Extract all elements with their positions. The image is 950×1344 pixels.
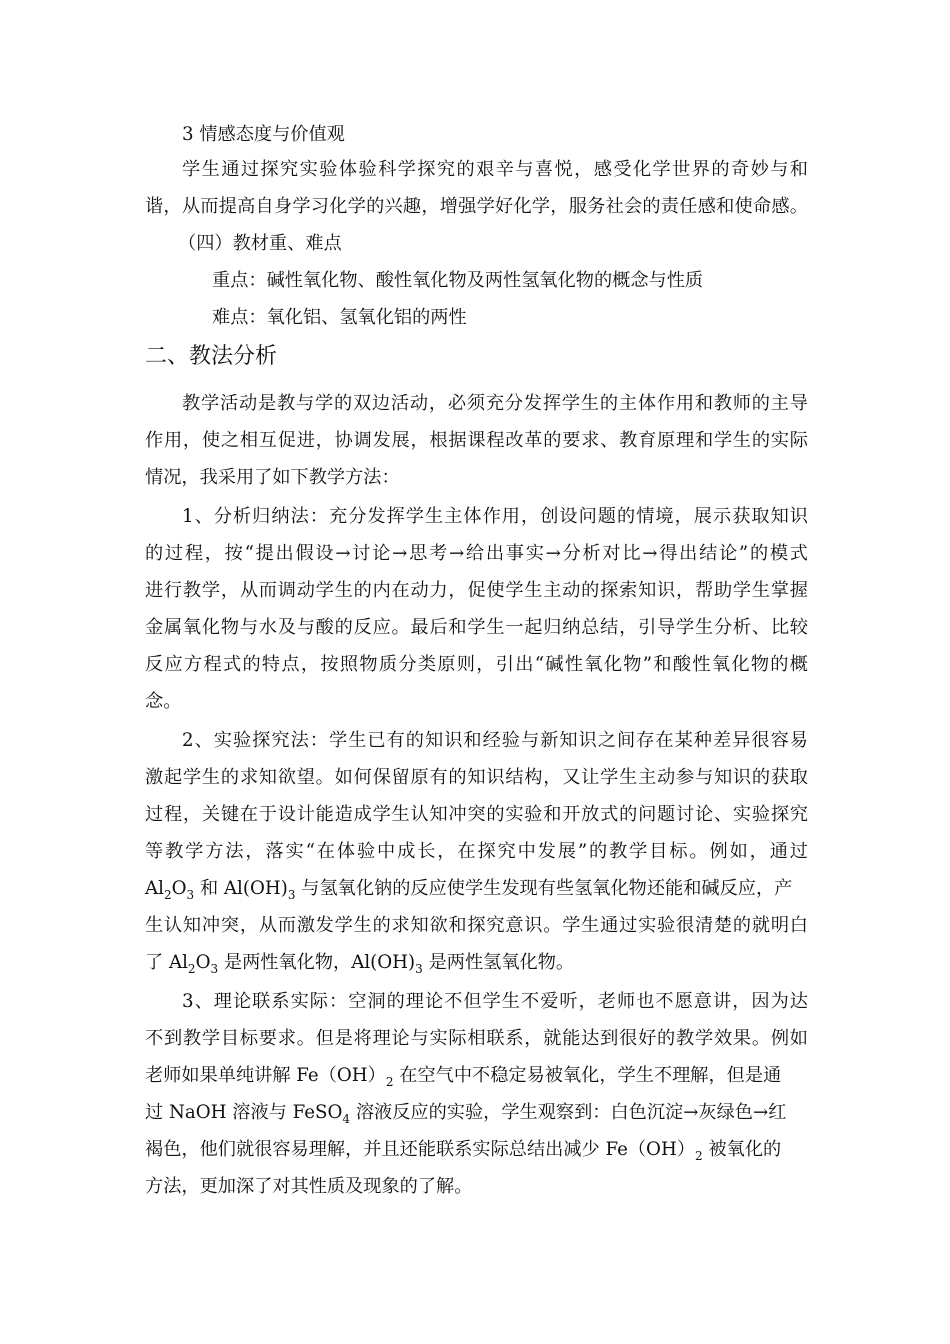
paragraph-line: 3、理论联系实际：空洞的理论不但学生不爱听，老师也不愿意讲，因为达 bbox=[182, 991, 808, 1012]
paragraph-line: 激起学生的求知欲望。如何保留原有的知识结构，又让学生主动参与知识的获取 bbox=[145, 767, 808, 788]
paragraph-line: 1、分析归纳法：充分发挥学生主体作用，创设问题的情境，展示获取知识 bbox=[182, 506, 808, 527]
paragraph-line: 生认知冲突，从而激发学生的求知欲和探究意识。学生通过实验很清楚的就明白 bbox=[145, 915, 808, 936]
paragraph-line-formula: 老师如果单纯讲解 $Fe(OH)_2$ 在空气中不稳定易被氧化，学生不理解，但是通 bbox=[145, 1065, 782, 1089]
paragraph-line: 不到教学目标要求。但是将理论与实际相联系，就能达到很好的教学效果。例如 bbox=[145, 1028, 808, 1049]
paragraph-line-formula: 了 $Al_2O_3$ 是两性氧化物，$Al(OH)_3$ 是两性氢氧化物。 bbox=[145, 952, 575, 976]
part-title: 二、教法分析 bbox=[145, 344, 278, 369]
paragraph-line: 学生通过探究实验体验科学探究的艰辛与喜悦，感受化学世界的奇妙与和 bbox=[182, 159, 808, 180]
paragraph-line: 谐，从而提高自身学习化学的兴趣，增强学好化学，服务社会的责任感和使命感。 bbox=[145, 196, 808, 217]
paragraph-line-formula: 褐色，他们就很容易理解，并且还能联系实际总结出减少 $Fe(OH)_2$ 被氧化的 bbox=[145, 1139, 782, 1163]
paragraph-line: 2、实验探究法：学生已有的知识和经验与新知识之间存在某种差异很容易 bbox=[182, 730, 808, 751]
paragraph-line: 作用，使之相互促进，协调发展，根据课程改革的要求、教育原理和学生的实际 bbox=[145, 430, 808, 451]
paragraph-line: 情况，我采用了如下教学方法： bbox=[145, 467, 400, 488]
key-point-text: 重点：碱性氧化物、酸性氧化物及两性氢氧化物的概念与性质 bbox=[212, 270, 704, 291]
paragraph-line: 方法，更加深了对其性质及现象的了解。 bbox=[145, 1176, 473, 1197]
paragraph-line-formula: 过 NaOH 溶液与 FeSO$_4$ 溶液反应的实验，学生观察到：白色沉淀→灰绿色→红 bbox=[145, 1102, 787, 1126]
section-heading-emotion: 3 情感态度与价值观 bbox=[182, 124, 345, 145]
paragraph-line: 金属氧化物与水及与酸的反应。最后和学生一起归纳总结，引导学生分析、比较 bbox=[145, 617, 808, 638]
difficulty-text: 难点：氧化铝、氢氧化铝的两性 bbox=[212, 307, 467, 328]
paragraph-line: 教学活动是教与学的双边活动，必须充分发挥学生的主体作用和教师的主导 bbox=[182, 393, 808, 414]
paragraph-line: 的过程，按“提出假设→讨论→思考→给出事实→分析对比→得出结论”的模式 bbox=[145, 543, 808, 564]
section-heading-key-points: （四）教材重、难点 bbox=[178, 233, 342, 254]
paragraph-line-formula: $Al_2O_3$ 和 $Al(OH)_3$ 与氢氧化钠的反应使学生发现有些氢氧化物还能和碱反应，产 bbox=[145, 878, 793, 902]
paragraph-line: 等教学方法，落实“在体验中成长，在探究中发展”的教学目标。例如，通过 bbox=[145, 841, 808, 862]
paragraph-line: 进行教学，从而调动学生的内在动力，促使学生主动的探索知识，帮助学生掌握 bbox=[145, 580, 808, 601]
paragraph-line: 念。 bbox=[145, 691, 182, 712]
paragraph-line: 反应方程式的特点，按照物质分类原则，引出“碱性氧化物”和酸性氧化物的概 bbox=[145, 654, 808, 675]
paragraph-line: 过程，关键在于设计能造成学生认知冲突的实验和开放式的问题讨论、实验探究 bbox=[145, 804, 808, 825]
